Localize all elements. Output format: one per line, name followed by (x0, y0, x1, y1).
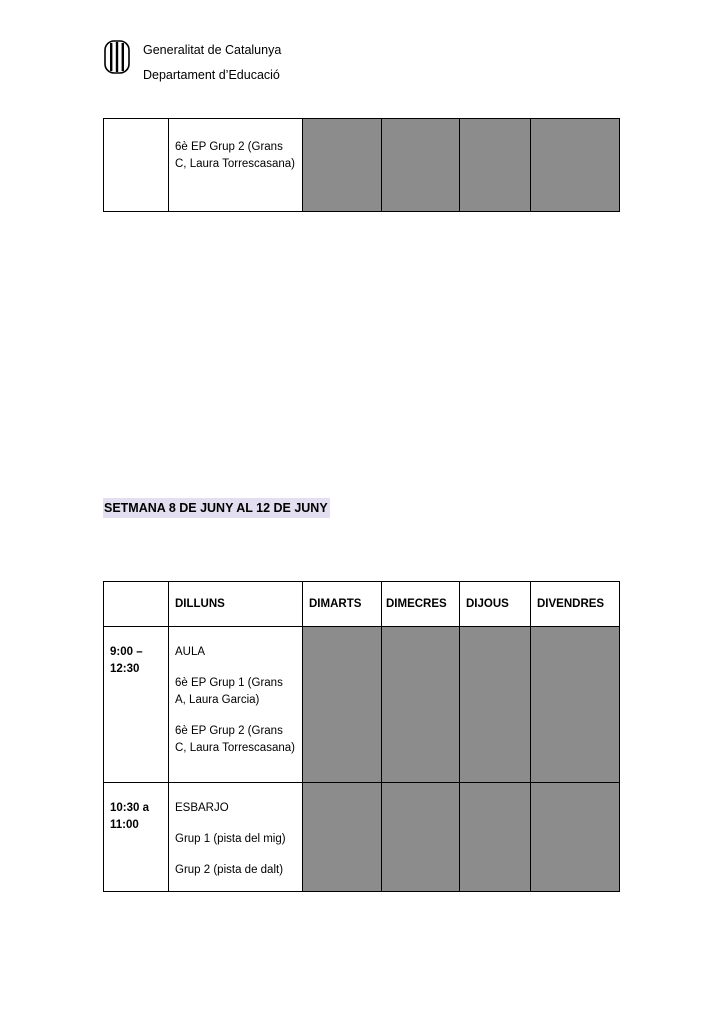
table-header-row (104, 582, 620, 627)
day-header: DILLUNS (169, 582, 303, 627)
shaded-cell (303, 627, 382, 783)
week-title: SETMANA 8 DE JUNY AL 12 DE JUNY (103, 498, 330, 518)
day-header: DIMARTS (303, 582, 382, 627)
table-row (104, 783, 620, 892)
shaded-cell (460, 627, 531, 783)
schedule-table-week (103, 581, 620, 892)
activity-cell (169, 627, 303, 783)
activity-title: ESBARJO (175, 802, 229, 814)
activity-cell (169, 783, 303, 892)
table-row (104, 627, 620, 783)
shaded-cell (303, 119, 382, 212)
shaded-cell (531, 627, 620, 783)
corner-cell (104, 582, 169, 627)
shaded-cell (382, 119, 460, 212)
shaded-cell (531, 119, 620, 212)
activity-group: 6è EP Grup 1 (Grans A, Laura Garcia) (175, 677, 283, 706)
activity-text: 6è EP Grup 2 (Grans C, Laura Torrescasana) (175, 141, 295, 170)
header-org-name: Generalitat de Catalunya (143, 43, 282, 57)
activity-group: Grup 2 (pista de dalt) (175, 864, 284, 876)
time-cell (104, 119, 169, 212)
shaded-cell (382, 627, 460, 783)
activity-cell (169, 119, 303, 212)
activity-group: 6è EP Grup 2 (Grans C, Laura Torrescasana) (175, 725, 295, 754)
day-header: DIJOUS (460, 582, 531, 627)
shaded-cell (531, 783, 620, 892)
schedule-table-continued (103, 118, 620, 212)
day-header: DIMECRES (382, 582, 460, 627)
time-cell: 10:30 a 11:00 (104, 783, 169, 892)
activity-title: AULA (175, 646, 206, 658)
time-cell: 9:00 – 12:30 (104, 627, 169, 783)
shaded-cell (303, 783, 382, 892)
shaded-cell (460, 783, 531, 892)
shaded-cell (460, 119, 531, 212)
shaded-cell (382, 783, 460, 892)
header-department: Departament d’Educació (143, 68, 280, 82)
generalitat-logo-icon (104, 40, 130, 74)
table-row (104, 119, 620, 212)
day-header: DIVENDRES (531, 582, 620, 627)
activity-group: Grup 1 (pista del mig) (175, 833, 286, 845)
